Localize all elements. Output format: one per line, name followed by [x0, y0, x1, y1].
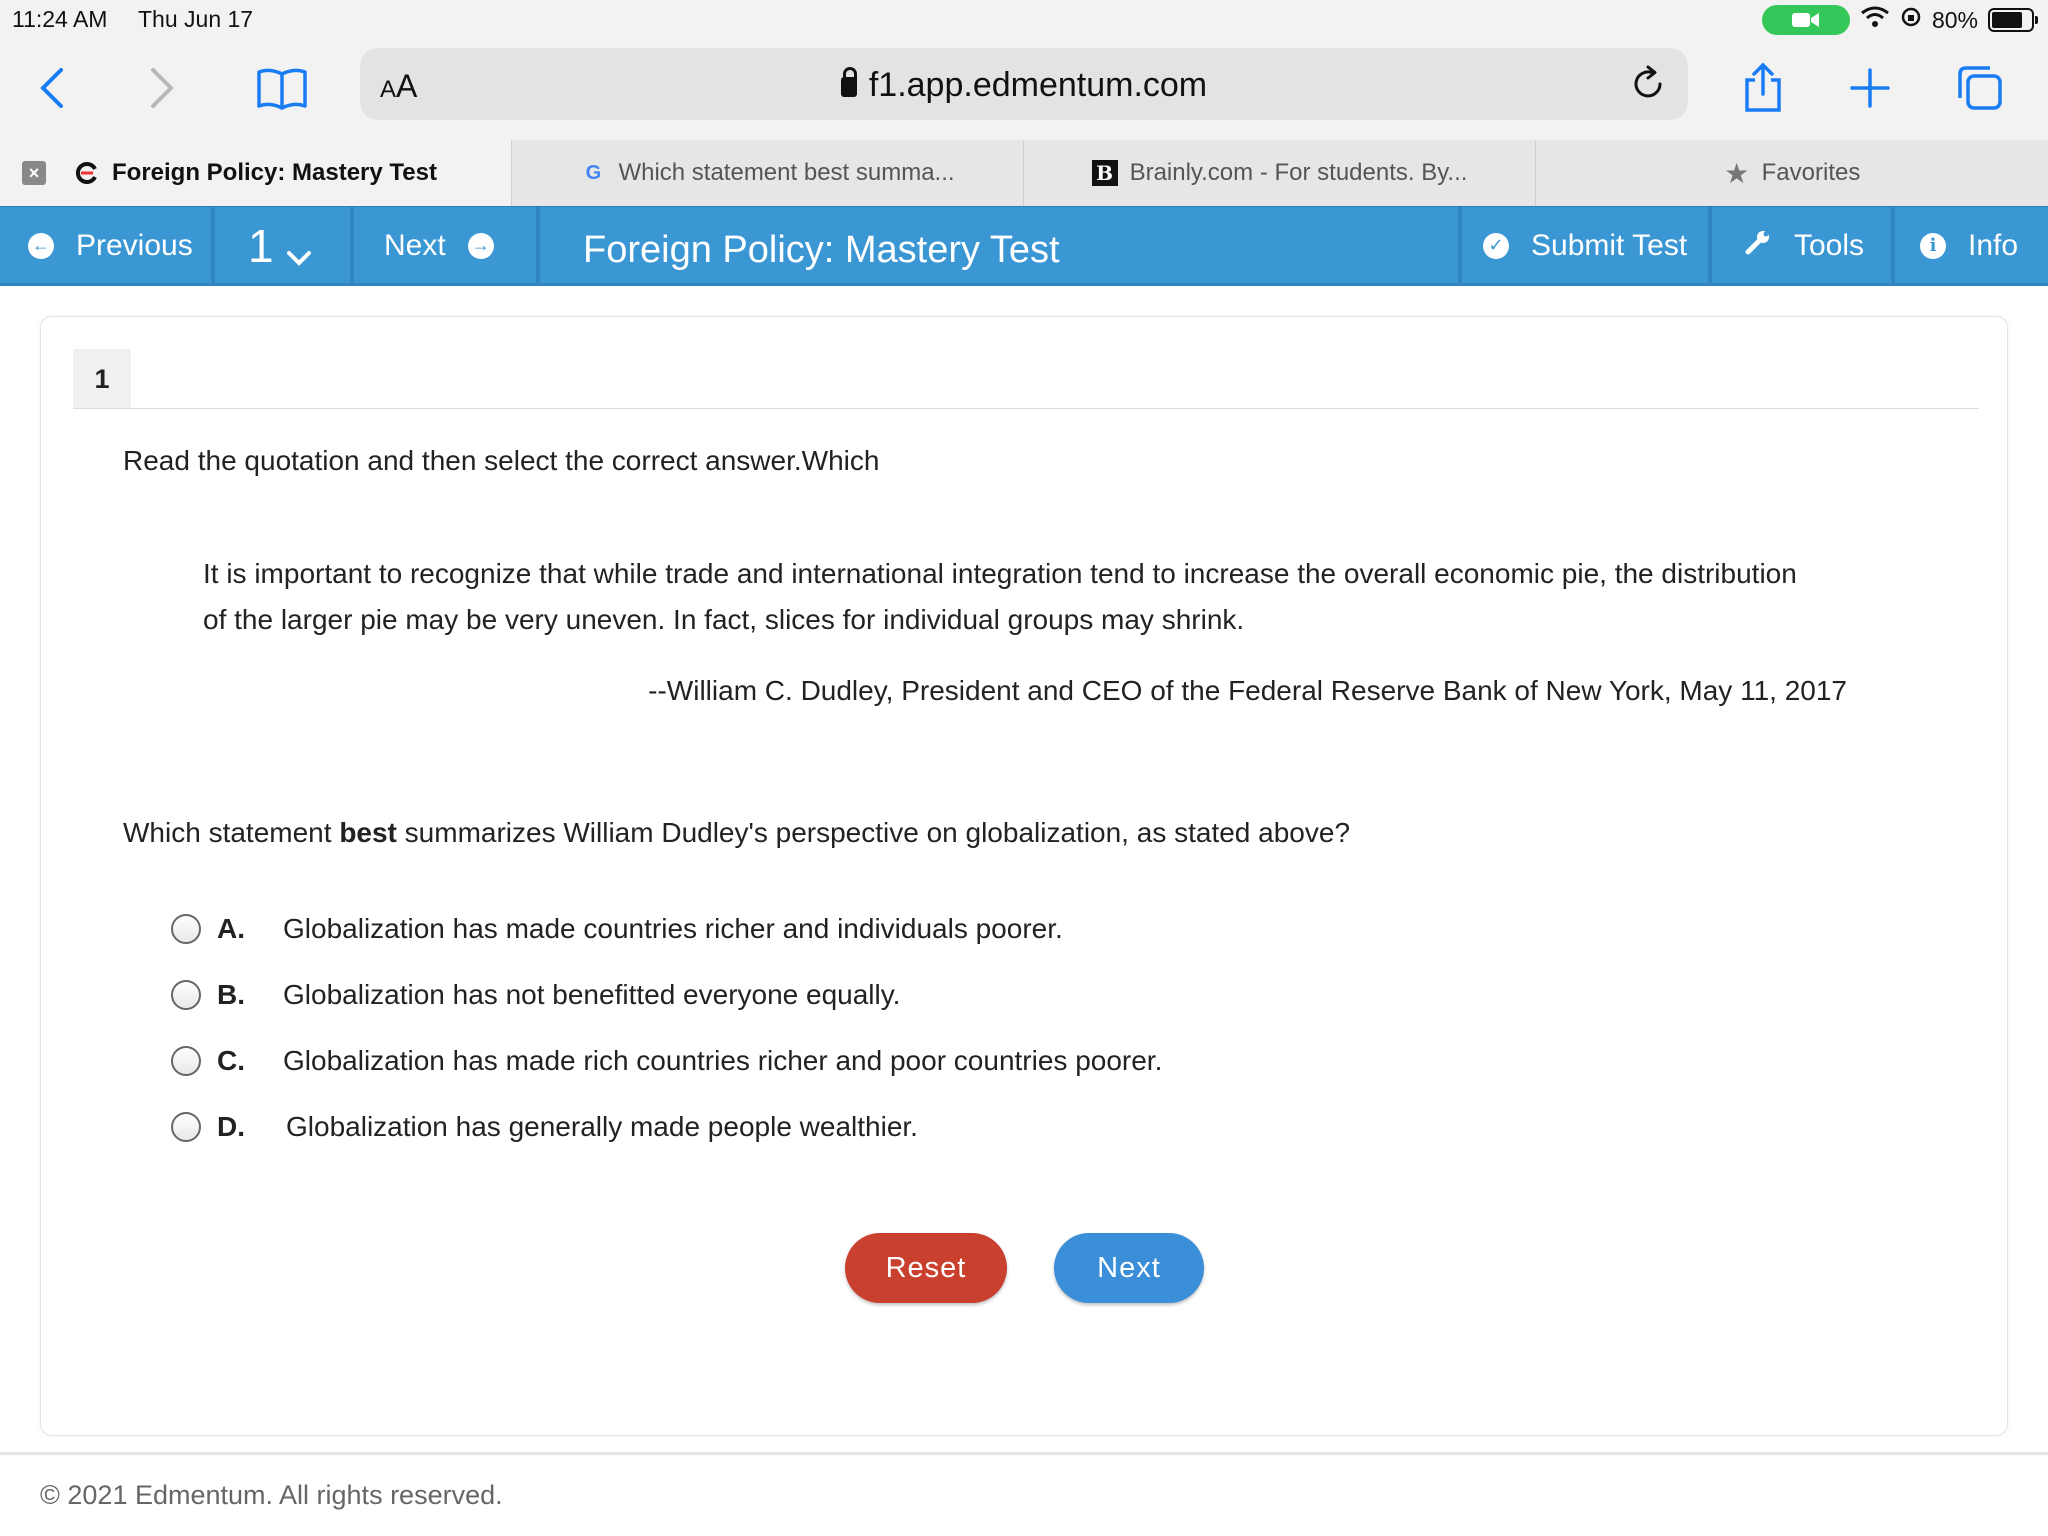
tab-foreign-policy[interactable]: × Foreign Policy: Mastery Test — [0, 140, 512, 206]
radio-button[interactable] — [171, 914, 201, 944]
wrench-icon — [1744, 228, 1772, 264]
option-letter: D. — [217, 1111, 245, 1142]
url-text[interactable]: f1.app.edmentum.com — [360, 66, 1688, 105]
question-stem: Which statement best summarizes William Dudley's perspective on globalization, as stated above? — [123, 817, 1351, 848]
test-nav-bar — [0, 206, 2048, 286]
battery-percent: 80% — [1931, 6, 1978, 33]
reload-icon[interactable] — [1626, 62, 1670, 106]
lock-icon — [841, 77, 857, 97]
question-card — [40, 316, 2008, 1436]
address-bar[interactable] — [360, 48, 1688, 120]
reset-button[interactable]: Reset — [845, 1233, 1007, 1303]
forward-chevron-icon[interactable] — [132, 58, 192, 118]
tab-google-search[interactable]: G Which statement best summa... — [512, 140, 1024, 206]
radio-button[interactable] — [171, 1112, 201, 1142]
new-tab-plus-icon[interactable] — [1840, 58, 1900, 118]
footer-divider — [0, 1452, 2048, 1455]
question-number-badge: 1 — [73, 349, 131, 409]
divider — [73, 408, 1979, 409]
option-text: Globalization has generally made people wealthier. — [286, 1111, 918, 1142]
answer-option-b[interactable] — [171, 975, 900, 1015]
radio-button[interactable] — [171, 980, 201, 1010]
footer-copyright: © 2021 Edmentum. All rights reserved. — [40, 1480, 503, 1510]
brainly-icon: B — [1092, 160, 1118, 186]
option-text: Globalization has made rich countries richer and poor countries poorer. — [283, 1045, 1163, 1076]
radio-button[interactable] — [171, 1046, 201, 1076]
wifi-icon — [1860, 5, 1890, 35]
option-letter: B. — [217, 979, 245, 1010]
close-tab-icon[interactable]: × — [22, 161, 46, 185]
status-indicators — [1762, 5, 2034, 35]
tools-button[interactable]: Tools — [1744, 207, 1864, 284]
quotation-attribution: --William C. Dudley, President and CEO of the Federal Reserve Bank of New York, May 11, 2017 — [648, 675, 1847, 706]
battery-icon — [1988, 8, 2034, 32]
back-chevron-icon[interactable] — [22, 58, 82, 118]
camera-in-use-icon — [1762, 5, 1850, 35]
answer-option-c[interactable] — [171, 1041, 1162, 1081]
option-letter: C. — [217, 1045, 245, 1076]
info-icon: i — [1920, 233, 1946, 259]
answer-option-a[interactable] — [171, 909, 1063, 949]
submit-test-button[interactable]: ✓ Submit Test — [1483, 207, 1687, 284]
edmentum-icon — [74, 160, 100, 186]
tabs-overview-icon[interactable] — [1950, 58, 2010, 118]
check-circle-icon: ✓ — [1483, 233, 1509, 259]
previous-button[interactable]: ← Previous — [28, 207, 193, 284]
option-text: Globalization has made countries richer and individuals poorer. — [283, 913, 1063, 944]
share-icon[interactable] — [1733, 58, 1793, 118]
tab-favorites[interactable]: ★ Favorites — [1724, 157, 1861, 189]
next-question-button[interactable]: Next → — [384, 207, 494, 284]
status-time: 11:24 AM — [12, 6, 108, 32]
arrow-right-circle-icon: → — [468, 233, 494, 259]
bookmarks-book-icon[interactable] — [252, 58, 312, 118]
status-date: Thu Jun 17 — [138, 6, 254, 32]
test-title: Foreign Policy: Mastery Test — [583, 229, 1060, 271]
browser-toolbar — [0, 44, 2048, 140]
quotation-text: It is important to recognize that while trade and international integration tend to increase the overall economic pie, the distribution of the larger pie may be very uneven. In fact, slices for individual groups may shrink. — [203, 558, 1797, 635]
browser-tab-strip — [0, 140, 2048, 206]
option-letter: A. — [217, 913, 245, 944]
google-icon: G — [585, 161, 602, 184]
option-text: Globalization has not benefitted everyone equally. — [283, 979, 901, 1010]
info-button[interactable]: i Info — [1920, 207, 2018, 284]
status-bar — [0, 0, 2048, 44]
reader-options-button[interactable]: AA — [380, 68, 418, 104]
next-button[interactable]: Next — [1054, 1233, 1204, 1303]
orientation-lock-icon — [1900, 6, 1922, 34]
arrow-left-circle-icon: ← — [28, 233, 54, 259]
star-icon: ★ — [1724, 157, 1750, 189]
answer-option-d[interactable] — [171, 1107, 918, 1147]
tab-brainly[interactable]: B Brainly.com - For students. By... — [1024, 140, 1536, 206]
chevron-down-icon — [286, 225, 312, 279]
question-prompt: Read the quotation and then select the correct answer.Which — [123, 445, 880, 476]
question-number-dropdown[interactable]: 1 — [248, 207, 312, 284]
